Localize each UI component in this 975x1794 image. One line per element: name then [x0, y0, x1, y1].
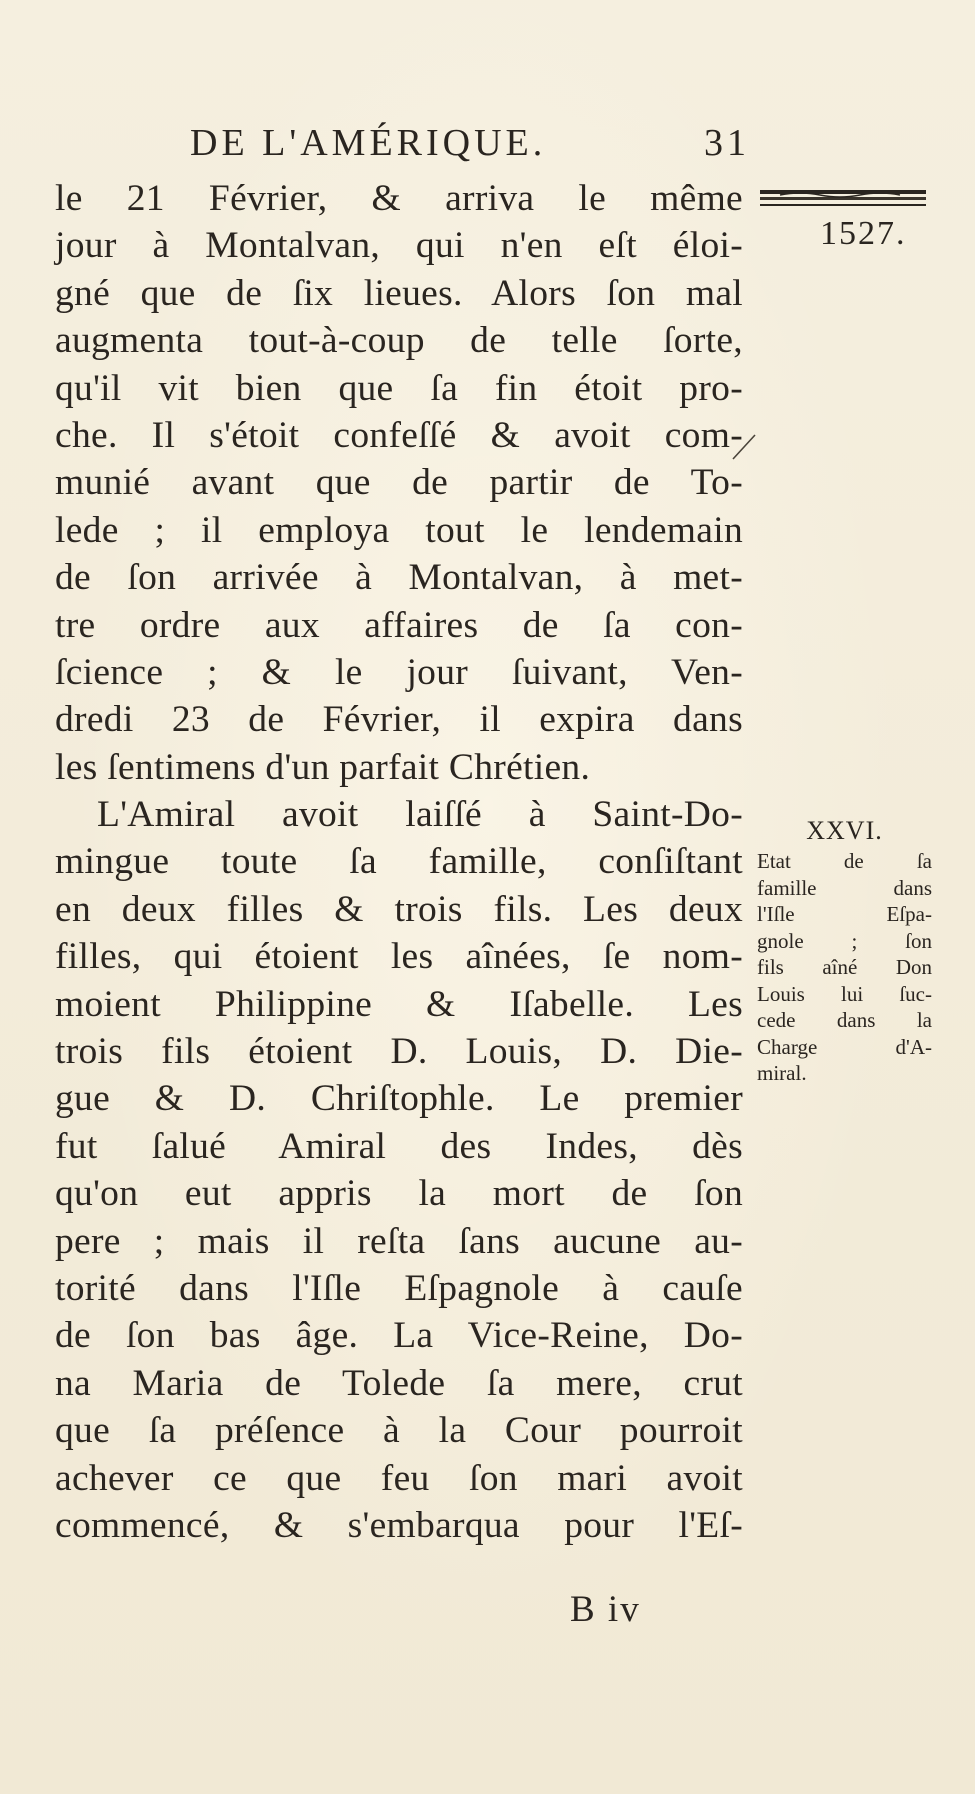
text-line: na Maria de Tolede ſa mere, crut — [55, 1362, 743, 1404]
text-line: tre ordre aux affaires de ſa con- — [55, 604, 743, 646]
text-line: filles, qui étoient les aînées, ſe nom- — [55, 936, 743, 978]
sidenote-line: gnole ; ſon — [757, 928, 932, 953]
text-line: en deux filles & trois fils. Les deux — [55, 888, 743, 930]
sidenote-line: Etat de ſa — [757, 849, 932, 873]
text-line: achever ce que feu ſon mari avoit — [55, 1457, 743, 1499]
text-line: le 21 Février, & arriva le même — [55, 178, 743, 219]
text-line: de ſon arrivée à Montalvan, à met- — [55, 557, 743, 599]
body-text — [55, 175, 743, 1549]
text-line: che. Il s'étoit confeſſé & avoit com- — [55, 414, 743, 456]
sidenote-line: fils aîné Don — [757, 955, 932, 979]
sidenote-line: famille dans — [757, 875, 932, 900]
text-line: moient Philippine & Iſabelle. Les — [55, 983, 743, 1025]
text-line: augmenta tout-à-coup de telle ſorte, — [55, 320, 743, 362]
sidenote-line: l'Iſle Eſpa- — [757, 902, 932, 926]
text-line: de ſon bas âge. La Vice-Reine, Do- — [55, 1315, 743, 1357]
text-line: jour à Montalvan, qui n'en eſt éloi- — [55, 225, 743, 267]
text-line: qu'on eut appris la mort de ſon — [55, 1173, 743, 1215]
running-title: DE L'AMÉRIQUE. — [190, 122, 547, 164]
text-line: munié avant que de partir de To- — [55, 462, 743, 504]
text-line: gue & D. Chriſtophle. Le premier — [55, 1078, 743, 1120]
text-line: fut ſalué Amiral des Indes, dès — [55, 1125, 743, 1167]
sidenote-line: miral. — [757, 1061, 807, 1085]
text-line: que ſa préſence à la Cour pourroit — [55, 1410, 743, 1452]
sidenote-number: XXVI. — [806, 816, 883, 845]
text-line: qu'il vit bien que ſa fin étoit pro- — [55, 367, 743, 409]
margin-ornament-rule — [760, 187, 928, 211]
text-line: dredi 23 de Février, il expira dans — [55, 699, 743, 741]
text-line: mingue toute ſa famille, conſiſtant — [55, 841, 743, 883]
signature-mark: B iv — [570, 1589, 641, 1630]
text-line: gné que de ſix lieues. Alors ſon mal — [55, 272, 743, 314]
text-line: trois fils étoient D. Louis, D. Die- — [55, 1031, 743, 1073]
margin-year: 1527. — [820, 215, 907, 252]
text-line: pere ; mais il reſta ſans aucune au- — [55, 1220, 743, 1262]
page-number: 31 — [704, 122, 750, 164]
text-line: torité dans l'Iſle Eſpagnole à cauſe — [55, 1267, 743, 1309]
sidenote-line: Charge d'A- — [757, 1034, 932, 1059]
text-line-paragraph-start: L'Amiral avoit laiſſé à Saint-Do- — [97, 794, 743, 836]
sidenote-line: cede dans la — [757, 1008, 932, 1032]
running-head — [160, 118, 750, 168]
text-line: ſcience ; & le jour ſuivant, Ven- — [55, 651, 743, 693]
marginal-sidenote — [757, 816, 932, 1087]
text-line: lede ; il employa tout le lendemain — [55, 509, 743, 551]
sidenote-line: Louis lui ſuc- — [757, 981, 932, 1006]
text-line: commencé, & s'embarqua pour l'Eſ- — [55, 1504, 743, 1546]
text-line-paragraph-end: les ſentimens d'un parfait Chrétien. — [55, 746, 591, 788]
